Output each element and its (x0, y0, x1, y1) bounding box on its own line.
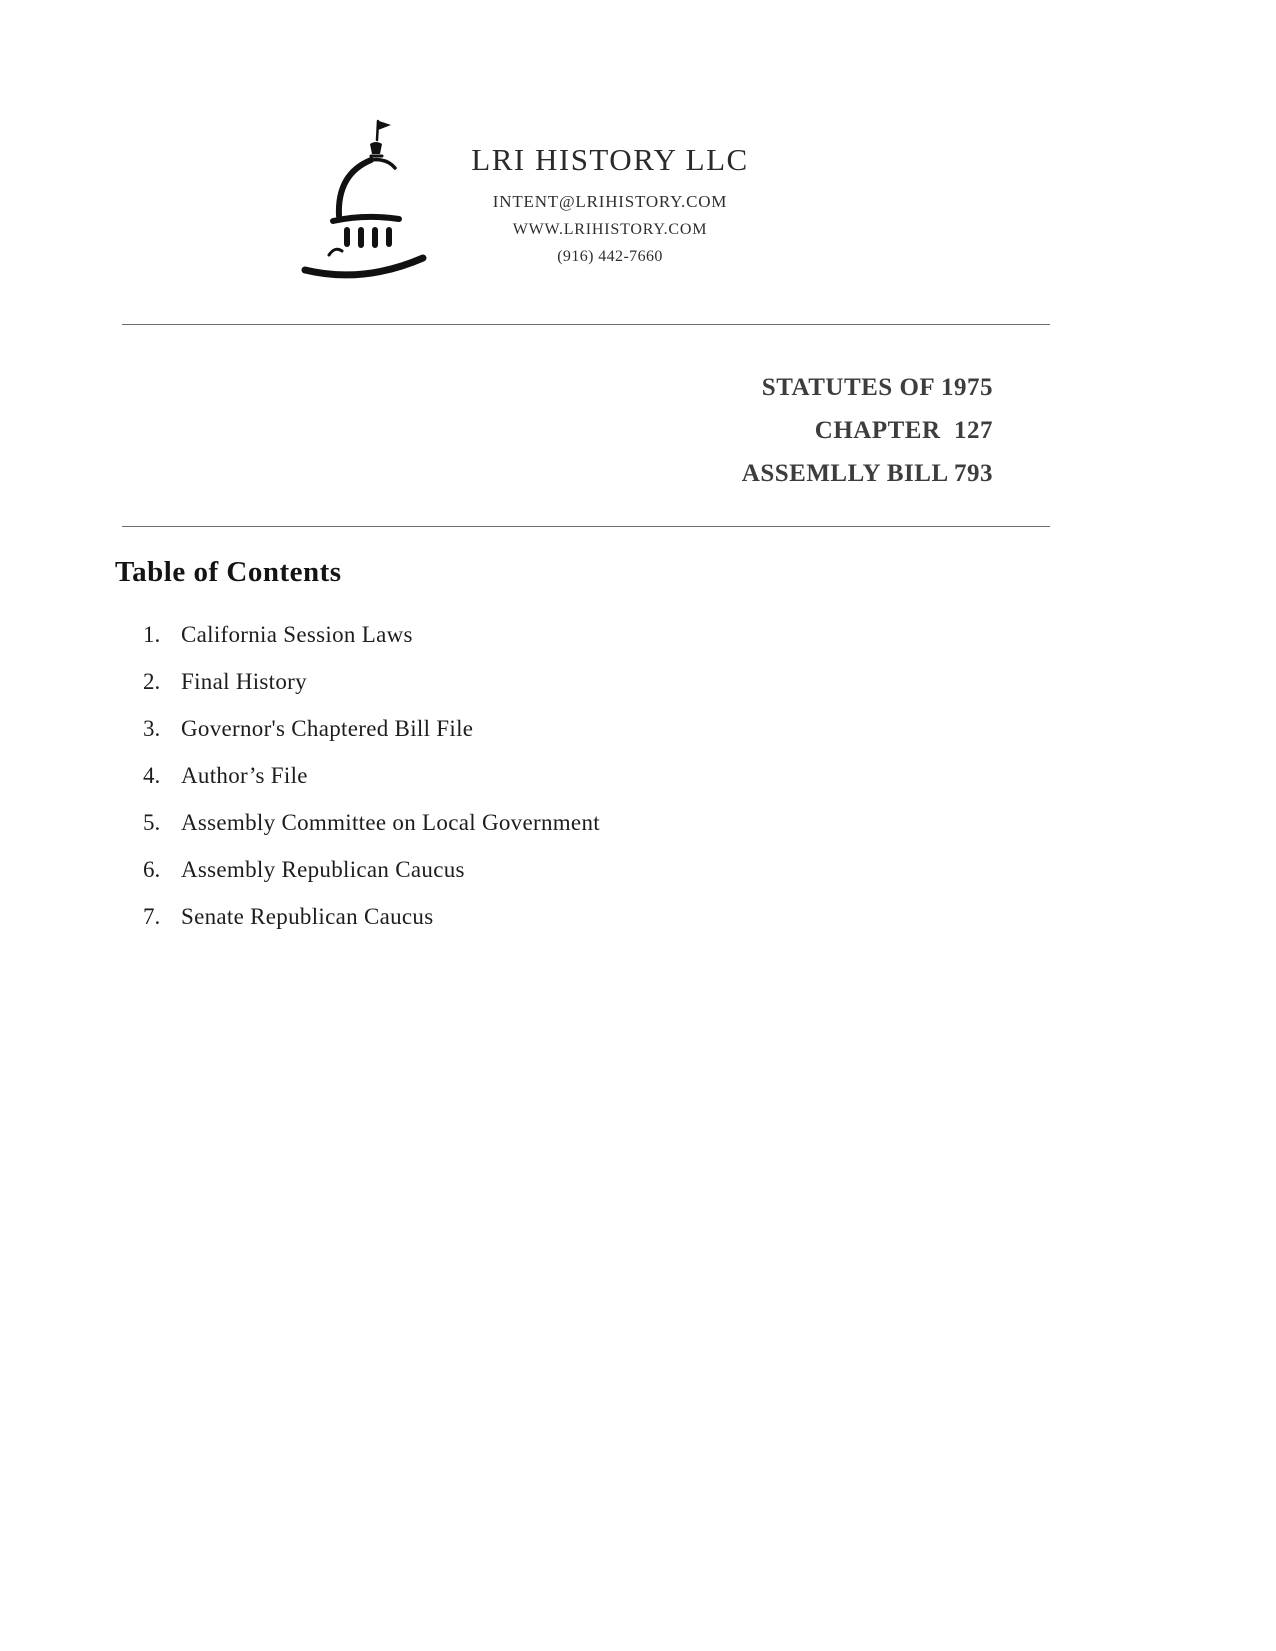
toc-item-number: 5. (143, 810, 161, 835)
toc-item (143, 761, 943, 790)
toc-item (143, 620, 943, 649)
bill-line: ASSEMLLY BILL 793 (741, 460, 993, 487)
divider-bottom (122, 526, 1050, 527)
toc-item-label: Assembly Republican Caucus (181, 857, 465, 882)
toc-item-number: 3. (143, 716, 161, 741)
toc-item-label: Author’s File (181, 763, 308, 788)
statutes-line: STATUTES OF 1975 (761, 374, 993, 401)
toc-item-label: Assembly Committee on Local Government (181, 810, 600, 835)
toc-item-label: Final History (181, 669, 307, 694)
toc-item-number: 2. (143, 669, 161, 694)
company-website: WWW.LRIHISTORY.COM (512, 221, 708, 238)
chapter-line: CHAPTER 127 (814, 417, 993, 444)
toc-item (143, 808, 943, 837)
toc-item-number: 1. (143, 622, 161, 647)
letterhead (430, 142, 790, 266)
toc-item-number: 4. (143, 763, 161, 788)
capitol-dome-logo-icon (295, 118, 445, 288)
toc-item (143, 667, 943, 696)
company-email: INTENT@LRIHISTORY.COM (492, 192, 728, 211)
toc-item-label: California Session Laws (181, 622, 413, 647)
toc-heading: Table of Contents (115, 556, 342, 588)
toc-item-label: Senate Republican Caucus (181, 904, 434, 929)
toc-item-number: 7. (143, 904, 161, 929)
toc-item (143, 714, 943, 743)
toc-list (143, 620, 943, 949)
toc-item (143, 902, 943, 931)
statute-title-block (742, 366, 993, 495)
toc-item-label: Governor's Chaptered Bill File (181, 716, 474, 741)
toc-item-number: 6. (143, 857, 161, 882)
company-phone: (916) 442-7660 (557, 248, 663, 265)
divider-top (122, 324, 1050, 325)
company-name: LRI HISTORY LLC (471, 142, 749, 177)
toc-item (143, 855, 943, 884)
